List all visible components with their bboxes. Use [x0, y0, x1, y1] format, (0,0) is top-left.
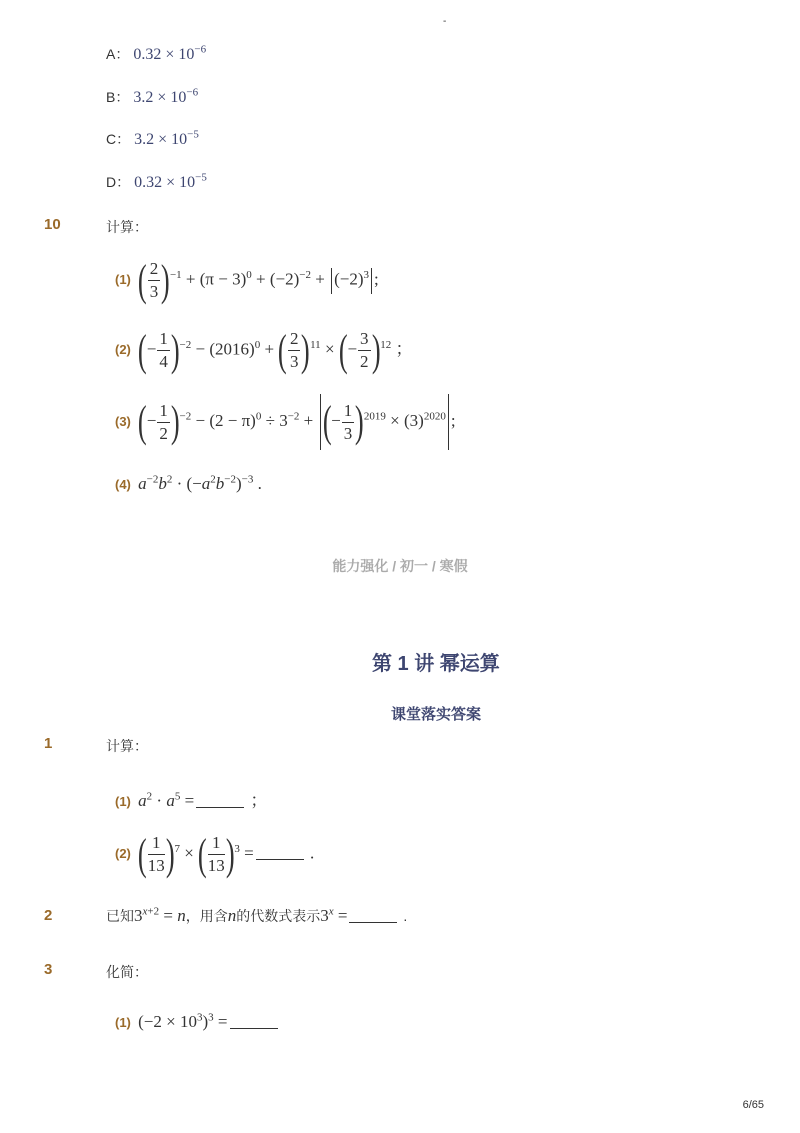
q10-part-3: (3) (− $\frac{1}{2}$ )$^{-2} - (2 - \pi)^0 \div 3^{-2}$ + (− $\frac{1}{3}$ )$^{2019} \times (3)^{2020}$ ; [115, 394, 456, 450]
q10-part-4: (4) $a^{-2}b^2 \cdot (-a^2b^{-2})^{-3}$ . [115, 473, 262, 493]
q3-part-1: (1) $(-2 \times 10^3)^3$ = [115, 1012, 280, 1032]
q10-part-1: (1) ( $\frac{2}{3}$ )$^{-1} + (\pi - 3)^0 + (-2)^{-2} + (-2)^3$ ; [115, 255, 379, 305]
header-mark: - [443, 16, 447, 27]
option-b [106, 87, 198, 107]
answer-blank[interactable] [230, 1028, 278, 1029]
option-c [106, 129, 199, 149]
question-number-2: 2 [44, 907, 53, 924]
page-number: 6/65 [742, 1099, 764, 1111]
answer-blank[interactable] [349, 922, 397, 923]
question-text-2: 已知$3^{x+2} = n$，用含n的代数式表示$3^x$ = . [106, 905, 408, 925]
section-title: 课堂落实答案 [391, 706, 482, 723]
option-label: A： [106, 46, 130, 62]
option-expression: $3.2 \times 10^{-5}$ [134, 128, 199, 148]
option-expression: $0.32 \times 10^{-6}$ [133, 43, 207, 63]
footer-subtitle: 能力强化 / 初一 / 寒假 [332, 558, 468, 574]
answer-blank[interactable] [256, 859, 304, 860]
question-number-1: 1 [44, 735, 53, 752]
option-expression: $3.2 \times 10^{-6}$ [133, 86, 199, 106]
answer-blank[interactable] [196, 807, 244, 808]
question-number-10: 10 [44, 216, 61, 233]
question-text-10: 计算： [106, 219, 148, 235]
option-label: D： [106, 174, 131, 190]
q1-part-2: (2) ( $\frac{1}{13}$ )$^7$ × ( $\frac{1}{13}$ )$^3$ = . [115, 829, 315, 879]
lesson-title: 第 1 讲 幂运算 [372, 653, 500, 675]
option-a [106, 44, 206, 64]
question-number-3: 3 [44, 961, 53, 978]
q1-part-1: (1) $a^2 \cdot a^5$ = ； [115, 790, 268, 810]
question-text-1: 计算： [106, 738, 148, 754]
q10-part-2: (2) (− $\frac{1}{4}$ )$^{-2} - (2016)^0$ + ( $\frac{2}{3}$ )$^{11}$ × (− $\frac{3}{2}$ )$^{12}$ ； [115, 325, 413, 375]
option-d [106, 172, 207, 192]
option-expression: $0.32 \times 10^{-5}$ [134, 171, 207, 191]
question-text-3: 化简： [106, 964, 148, 980]
option-label: B： [106, 89, 130, 105]
option-label: C： [106, 131, 131, 147]
